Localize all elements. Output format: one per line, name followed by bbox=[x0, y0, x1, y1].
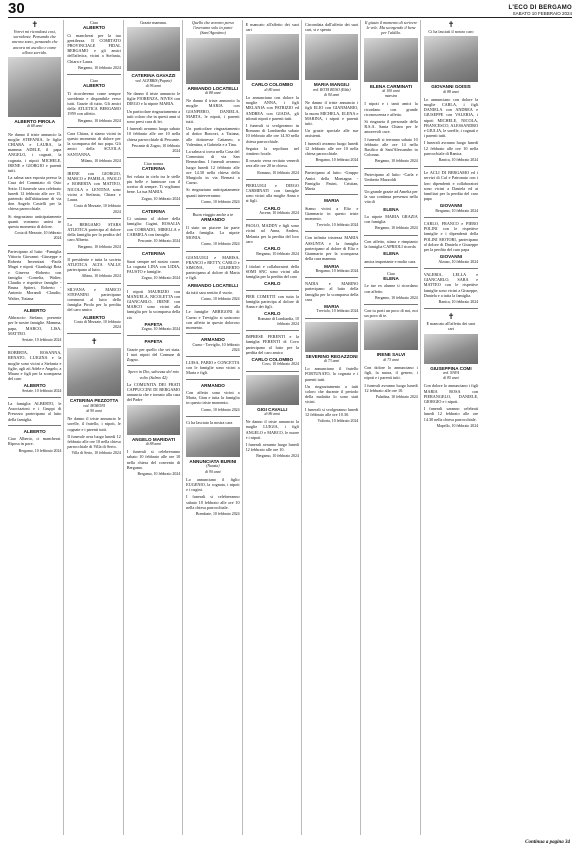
place-date: Brembate, 10 febbraio 2024 bbox=[195, 512, 240, 517]
notice-text: Con infinita tristezza MARIA ASSUNTA e la famiglia partecipano al dolore di Elio e Gianmario per la scomparsa della cara mamma bbox=[304, 235, 359, 262]
cross-icon: ✝ bbox=[447, 20, 455, 29]
notice-text: PIER COMETTI con tutta la famiglia partecipa al dolore di Anna e dei figli. bbox=[245, 293, 299, 310]
divider bbox=[246, 219, 299, 220]
divider bbox=[305, 318, 358, 319]
place-date: Covo, 10 febbraio 2024 bbox=[261, 362, 299, 367]
name-detail: ved. NAVA bbox=[442, 370, 460, 375]
notice-text: GIANLUIGI e MARISA, FRANCO e BETTY, CARLO e SIMONA, GILBERTO partecipano al dolore di Maria e figli. bbox=[186, 254, 240, 281]
deceased-name: CARLO bbox=[264, 205, 281, 211]
notice-text: I funerali avranno luogo lunedi 12 febbraio alle ore 10 nella parrocchiale di Ranica. bbox=[423, 140, 479, 156]
name-detail: di 90 anni bbox=[86, 408, 102, 413]
notice-text: I nipoti MAURIZIO con MANUELA, NICOLETTA con GIANCARLO, IRENE con MARCO sono vicini alla famiglia per la scomparsa della zia bbox=[126, 288, 181, 320]
notice-text: Ne danno il triste annuncio la moglie STEFANIA, le figlie CHIARA e LAURA, la mamma ADELE, il papa ANGELO, i cognati, la cognata, i nipoti MICHELE, IRENE e GIORGIO e parenti tutti. bbox=[8, 131, 62, 174]
deceased-name: CATERINA bbox=[141, 208, 166, 214]
divider bbox=[186, 356, 239, 357]
place-date: Bergamo, 10 febbraio 2024 bbox=[78, 118, 121, 123]
deceased-name: SEVERINO REGAZZONI bbox=[305, 353, 358, 359]
deceased-name: ARMANDO bbox=[200, 217, 225, 223]
notice-text: Siamo vicini a Elio e Gianmario in questo triste momento. bbox=[304, 205, 359, 222]
notice-text: Con affetto, stima e rimpianto la famiglia CAPRIOLI ricorda bbox=[364, 238, 418, 249]
place-date: Bergamo, 10 febbraio 2024 bbox=[315, 158, 359, 163]
portrait-photo bbox=[246, 34, 299, 80]
portrait-photo bbox=[305, 34, 358, 80]
notice-text: Il stato un piacere far parte della famiglia. La nipote MONIA. bbox=[186, 224, 240, 241]
obituary-columns bbox=[8, 20, 572, 835]
divider bbox=[67, 283, 120, 284]
deceased-name: MARIA bbox=[324, 263, 340, 269]
deceased-name: ARMANDO LOCATELLI bbox=[187, 85, 239, 91]
deceased-name: MARIA bbox=[324, 198, 340, 204]
deceased-name: GIGI CAVALLI bbox=[257, 406, 288, 412]
notice-text: Con tu porti un poco di noi, noi un poco di te. bbox=[364, 307, 418, 319]
divider bbox=[186, 208, 239, 209]
divider bbox=[127, 247, 180, 248]
notice-text: VALERIA, LELLA e GIANCARLO, SARA e MATTEO con le rispettive famiglie sono vicini a Giuseppe, Daniela e a tutta la famiglia. bbox=[423, 271, 479, 298]
place-date: Curno, 10 febbraio 2024 bbox=[201, 407, 240, 412]
divider bbox=[127, 335, 180, 336]
notice-text: Cara Chiara, ti siamo vicini in questo momento di dolore per la scomparsa del tuo papa. Gli amici della SCUOLA SANTANNA. bbox=[67, 130, 121, 157]
name-detail: maestra bbox=[384, 94, 398, 99]
deceased-name: MARIA MANGILI bbox=[313, 82, 350, 88]
place-date: Seriate, 10 febbraio 2024 bbox=[22, 388, 62, 393]
epigraph: Quello che avremo perso l'avevamo solo in parte (Sant'Agostino) bbox=[191, 20, 234, 36]
place-date: Ranica, 10 febbraio 2024 bbox=[438, 158, 479, 163]
place-date: Bergamo, 10 febbraio 2024 bbox=[78, 244, 121, 249]
divider bbox=[127, 205, 180, 206]
place-date: Costa di Mezzate, 10 febbraio 2024 bbox=[74, 204, 121, 214]
place-date: Costa di Mezzate, 10 febbraio 2024 bbox=[14, 231, 62, 241]
notice-text: I funerali avranno luogo lunedi 12 febbraio alle ore 10. bbox=[364, 382, 418, 393]
notice-text: Abbraccio Stefano, presente per le nostre famiglie. Mamma, papa, MARCO, LISA, MATTEO. bbox=[8, 315, 62, 336]
notice-text: Circondata dall'affetto dei suoi cari, si e spenta bbox=[304, 22, 359, 33]
place-date: Romano, 10 febbraio 2024 bbox=[257, 170, 299, 175]
notice-text: I funerali saranno celebrati lunedi 12 febbraio alle ore 14.30 nella chiesa parrocchiale. bbox=[423, 406, 479, 422]
deceased-name: ALBERTO PIROLA bbox=[14, 119, 56, 125]
divider bbox=[246, 290, 299, 291]
caption-line: Ciao bbox=[387, 270, 395, 276]
notice-text: La famiglia ALBERTO, le Associazioni e i Gruppi di Presezzo partecipano al lutto della famiglia. bbox=[8, 400, 62, 422]
cross-icon: ✝ bbox=[447, 312, 455, 322]
epigraph: Spero in Dio, salvezza del mio volto (Salmo 42) bbox=[128, 369, 179, 380]
divider bbox=[8, 425, 61, 426]
divider bbox=[364, 267, 417, 268]
divider bbox=[246, 330, 299, 331]
deceased-name: CARLO COLOMBO bbox=[251, 82, 294, 88]
caption-line: E mancato all'affetto dei suoi cari bbox=[426, 321, 476, 332]
divider bbox=[364, 304, 417, 305]
obituary-column-7 bbox=[364, 20, 420, 835]
notice-text: Lo annunciano con dolore la moglie ANNA, i figli MELANIA con PATRIZIO ed ANDREA con GIADA, gli adorati nipoti e parenti tutti. bbox=[245, 95, 299, 121]
portrait-photo bbox=[67, 348, 120, 396]
epigraph: Il giusto il momento di scrivere le vele. Ma scorgendo il bene per l'aldila. bbox=[364, 20, 418, 36]
notice-text: Si ringraziano anticipatamente quanti interverranno. bbox=[186, 187, 240, 198]
name-detail: di 85 anni bbox=[443, 376, 459, 381]
divider bbox=[424, 268, 478, 269]
notice-text: Con dolore lo annunciano i figli, la nuora, il genero, i nipoti e i parenti tutti. bbox=[364, 364, 418, 381]
place-date: Milano, 10 febbraio 2024 bbox=[81, 158, 121, 163]
name-detail: di 88 anni bbox=[145, 441, 162, 446]
place-date: Romano di Lombardia, 10 febbraio 2024 bbox=[257, 316, 299, 326]
notice-text: Ne danno il triste annuncio le figlie FIORENZA, NIVES con DIEGO e la nipote MARIA. bbox=[126, 91, 181, 107]
notice-text: Sarai sempre nel nostro cuore. La cognata LINA con LIDIA, FAUSTO e famiglie. bbox=[126, 258, 181, 275]
notice-text: Partecipano al lutto: -Famiglia Vittorio Giovanni -Giuseppe e Roberta Invernizzi -Paola Magri e nipoti -Gianluigi Rota e Ginevra -Roberto con famiglia -Cornelia, Walter, Claudio e rispettive famiglie -Bruna Spiteri, Roberto -Antonio Morandi -Claudio, Walter, Tiziana bbox=[8, 248, 62, 301]
divider bbox=[67, 333, 120, 334]
deceased-name: ARMANDO bbox=[200, 382, 225, 388]
place-date: Ranica, 10 febbraio 2024 bbox=[438, 299, 479, 304]
place-date: Bergamo, 10 febbraio 2024 bbox=[256, 454, 299, 459]
notice-text: ROBERTA, ROSANNA, RENATO, LUIGINA e la moglie sono vicini a Stefania e figlie, agli zii Adele e Angelo, a Mauro e figli per la scomparsa del caro bbox=[8, 350, 62, 382]
notice-text: Il presidente e tutta la societa ATLETICA ALTA VALLE partecipano al lutto. bbox=[67, 256, 121, 273]
notice-text: Ne danno il triste annuncio la moglie LUIGIA, i figli ANGELO e MARCO, le nuore e i nipoti. bbox=[245, 419, 299, 440]
name-detail: ved. ACERBIS (Papeta) bbox=[135, 78, 172, 83]
place-date: Treviolo, 10 febbraio 2024 bbox=[316, 309, 359, 314]
notice-text: Lo annunciano il figlio EUGENIO, la cognata, i nipoti e i cugini. bbox=[186, 476, 240, 493]
deceased-name: ALBERTO bbox=[23, 307, 46, 313]
notice-text: Il funerale avra luogo lunedi 12 febbraio alle ore 10 nella chiesa parrocchiale di Villa di Serio. bbox=[67, 433, 121, 450]
name-detail: di 100 anni bbox=[382, 89, 400, 94]
deceased-name: ELENA bbox=[383, 206, 399, 212]
deceased-name: CARLO bbox=[264, 246, 281, 252]
name-detail: di 88 anni bbox=[205, 91, 221, 96]
divider bbox=[364, 185, 417, 186]
caption-line: Ci ha lasciati il nostro caro bbox=[428, 29, 474, 34]
divider bbox=[8, 397, 61, 398]
deceased-name: CATERINA bbox=[141, 166, 166, 172]
deceased-name: CARLO COLOMBO bbox=[251, 356, 294, 362]
obituary-column-5 bbox=[246, 20, 302, 835]
divider bbox=[424, 308, 478, 309]
deceased-name: ALBERTO bbox=[83, 83, 106, 89]
notice-text: Ne danno il triste annuncio i figli ELIO con GIANMARIO, la nuora MICHELA, ELENA e MARINA, i nipoti e parenti tutti. bbox=[304, 100, 359, 127]
notice-text: Ci ha lasciato la nostra cara bbox=[186, 419, 233, 425]
notice-text: NADIA e MARINO partecipano al lutto della famiglia per la scomparsa della cara bbox=[304, 281, 359, 302]
name-detail: di 86 anni bbox=[264, 411, 280, 416]
divider bbox=[305, 166, 358, 167]
masthead bbox=[508, 5, 572, 16]
deceased-name: CATERINA bbox=[141, 251, 166, 257]
notice-text: IRENE con GIORGIO, MARCO e PAMELA, PAOLO e ROBERTA con MATTEO, NICOLA e LENTINA sono vicini a Stefania, Chiara e Laura. bbox=[67, 171, 121, 203]
notice-text: Ti ricorderemo come sempre sorridente e disponibile verso tutti. Grazie di tutto. Gli amici della ATLETICA BERGAMO 1959 con affetto. bbox=[67, 90, 121, 117]
notice-text: I funerali si celebreranno sabato 10 febbraio alle ore 10 nella chiesa parrocchiale. bbox=[186, 494, 240, 510]
deceased-name: CATERINA GAVAZZI bbox=[131, 73, 176, 79]
name-detail: di 73 anni bbox=[323, 358, 340, 363]
place-date: Curno, 10 febbraio 2024 bbox=[201, 242, 240, 247]
notice-text: PIERLUIGI e DIEGO CARMINATI con famiglie sono vicini alla moglie Anna e ai figli. bbox=[245, 182, 299, 204]
notice-text: Sei volata in cielo tra le stelle piu belle e luminose con il sorriso di sempre. Ti vogliamo bene. La tua MARIA. bbox=[126, 173, 181, 195]
place-date: Zogno, 10 febbraio 2024 bbox=[141, 276, 181, 281]
place-date: Curno - Treviglio, 10 febbraio 2024 bbox=[192, 342, 240, 352]
divider bbox=[305, 277, 358, 278]
place-date: Zogno, 10 febbraio 2024 bbox=[141, 327, 181, 332]
deceased-name: ALBERTO bbox=[23, 383, 46, 389]
divider bbox=[67, 127, 120, 128]
deceased-name: ELENA CARMINATI bbox=[369, 83, 413, 89]
portrait-photo bbox=[424, 334, 478, 364]
notice-text: PAOLO, MADDY e figli sono vicini ad Anna, Andrea, Melania per la perdita del loro caro bbox=[245, 223, 299, 244]
caption-line: Ciao bbox=[90, 78, 99, 84]
caption-line: Ciao nonna bbox=[143, 161, 164, 167]
notice-text: CARLO, FRANCO e PIERO POLINI con le rispettive famiglie e i dipendenti della POLINI MOTORI, partecipano al dolore di Daniela e Giuseppe per la perdita del caro papa bbox=[423, 221, 479, 253]
notice-text: IMPRESE FERENTI e la famiglia FERENTI di Covo partecipano al lutto per la perdita del caro amico bbox=[245, 334, 299, 355]
place-date: Bergamo, 10 febbraio 2024 bbox=[18, 448, 62, 453]
divider bbox=[424, 166, 478, 167]
notice-text: LUISA, FABIO e CONCETTA con le famiglie sono vicini a Maria e figli. bbox=[186, 359, 240, 376]
portrait-photo bbox=[364, 38, 417, 82]
notice-text: I funerali si svolgeranno lunedi 12 febbraio alle ore 10.30. bbox=[304, 406, 359, 417]
notice-text: SILVANA e MARCO STEFANINI partecipano commossi al lutto della famiglia Pirola per la perdita del caro amico bbox=[67, 286, 121, 313]
notice-text: Si ringraziano anticipatamente quanti vorranno unirsi in questo momento di dolore. bbox=[8, 213, 62, 230]
notice-text: La salma sara esposta presso la Casa del Commiato di Osio Sotto. Il funerale sara celebrato lunedi 12 febbraio alle ore 15, partendo dall'abitazione di via don Angelo Castelli per la chiesa parrocchiale. bbox=[8, 175, 62, 212]
obituary-column-8 bbox=[424, 20, 480, 835]
place-date: Arcene, 10 febbraio 2024 bbox=[259, 211, 299, 216]
place-date: Curno, 10 febbraio 2024 bbox=[201, 297, 240, 302]
divider bbox=[186, 251, 239, 252]
notice-text: I nipoti e i tanti amici la ricordano con grande riconoscenza e affetto. bbox=[364, 101, 418, 117]
divider bbox=[186, 416, 239, 417]
notice-text: La BERGAMO STARS ATLETICA partecipa al dolore della famiglia per la perdita del caro Alberto. bbox=[67, 221, 121, 243]
name-detail: di 96 anni bbox=[145, 83, 162, 88]
name-detail: ved. ROTA BUSO (Elda) bbox=[312, 87, 351, 92]
notice-text: Con dolore lo annunciano i figli MARIA ROSA con PIERANGELO, DANIELE, GIORGIO e i nipoti. bbox=[423, 383, 479, 404]
deceased-name: IRENE SALVI bbox=[376, 352, 406, 358]
cross-icon: ✝ bbox=[90, 337, 98, 347]
publication-date: SABATO 10 FEBBRAIO 2024 bbox=[512, 11, 572, 16]
notice-text: Partecipano al lutto: -Gruppo Amici della Montagna -Famiglia Pasini, Cristian, Marta bbox=[304, 170, 359, 192]
notice-text: Grazie per quello che sei stata. I tuoi nipoti del Comune di Zogno. bbox=[126, 346, 181, 363]
notice-text: Si ringrazia il personale della R.S.A. Santa Chiara per le amorevoli cure. bbox=[364, 119, 418, 135]
divider bbox=[246, 179, 299, 180]
notice-text: E mancato all'affetto dei suoi cari bbox=[245, 22, 299, 33]
notice-text: Un particolare ringraziamento al dottor Boncori, a Tiziana, alle dottoresse Cattaneo, a Valentina, a Gabriela e a Tina. bbox=[186, 126, 240, 147]
portrait-photo bbox=[246, 375, 299, 405]
place-date: Pescante, 10 febbraio 2024 bbox=[138, 239, 181, 244]
obituary-column-1 bbox=[8, 20, 64, 835]
deceased-name: ANGELO MARIDATI bbox=[131, 436, 175, 442]
divider bbox=[186, 333, 239, 334]
place-date: Bergamo, 10 febbraio 2024 bbox=[375, 295, 418, 300]
place-date: Pescante di Zogno, 10 febbraio 2024 bbox=[131, 143, 181, 154]
divider bbox=[246, 371, 299, 372]
notice-text: I funerali si terranno sabato 10 febbraio alle ore 14 nella Basilica di Sant'Alessandro in Colonna. bbox=[364, 136, 418, 158]
notice-text: Ci uniamo al dolore della famiglia: Cugini, ROSALIA con CORRADO, MIRELLA e CARMELA con famiglie. bbox=[126, 216, 181, 237]
deceased-name: GIOVANNI GOISIS bbox=[431, 84, 471, 90]
cross-icon: ✝ bbox=[31, 20, 39, 29]
notice-text: Seguira la sepoltura nel cimitero locale. bbox=[245, 145, 299, 157]
deceased-name: ELENA bbox=[383, 275, 399, 281]
notice-text: Partecipano al lutto: -Carla e Umberto Mazzoldi bbox=[364, 171, 418, 182]
deceased-name: GIOVANNI bbox=[439, 203, 463, 209]
deceased-name: ANNUNCIATA BURINI bbox=[189, 458, 237, 464]
portrait-photo bbox=[305, 322, 358, 352]
divider bbox=[8, 304, 61, 305]
notice-text: La COMUNITA DEI FRATI CAPPUCCINI DI BERGAMO annuncia che e tornato alla casa del Padre bbox=[126, 381, 181, 403]
notice-text: Lo annunciano il fratello FORTUNATO, la cognata e i parenti tutti. bbox=[304, 366, 359, 382]
place-date: Bergamo, 10 febbraio 2024 bbox=[256, 251, 299, 256]
divider bbox=[67, 253, 120, 254]
deceased-name: ALBERTO bbox=[23, 428, 46, 434]
place-date: Costa di Mezzate, 10 febbraio 2024 bbox=[74, 319, 121, 330]
name-detail: (Nunzia) bbox=[206, 464, 220, 469]
place-date: Villa di Serio, 10 febbraio 2024 bbox=[71, 451, 121, 456]
page-number: 30 bbox=[8, 0, 25, 17]
notice-text: Un particolare ringraziamento a tutti coloro che in questi anni si sono presi cura di lei. bbox=[126, 108, 181, 125]
notice-text: amica importante e molto cara. bbox=[364, 258, 417, 264]
place-date: Bergamo, 10 febbraio 2024 bbox=[137, 472, 181, 476]
caption-line: Buon viaggio anche a te bbox=[192, 212, 234, 218]
caption-line: Grazie mamma. bbox=[140, 20, 167, 25]
name-detail: di 94 anni bbox=[323, 93, 340, 98]
notice-text: I titolari e collaboratori della SOMI SNC sono vicini alla famiglia per la perdita del caro bbox=[245, 263, 299, 280]
continued-note: Continua a pagina 34 bbox=[525, 840, 570, 845]
notice-text: Ci mancherai per la tua gentilezza. Il COMITATO PROVINCIALE FIDAL BERGAMO e gli amici dell'atletica, vicini a Stefania, Chiara e Laura. bbox=[67, 32, 121, 64]
place-date: Bergamo, 10 febbraio 2024 bbox=[435, 208, 479, 213]
divider bbox=[305, 231, 358, 232]
notice-text: Il rosario verra recitato venerdi sera alle ore 20 in chiesa. bbox=[245, 158, 299, 169]
obituary-column-2 bbox=[67, 20, 123, 835]
place-date: Curno, 10 febbraio 2024 bbox=[201, 199, 240, 204]
deceased-name: CATERINA PEZZOTTA bbox=[69, 398, 119, 404]
portrait-photo bbox=[186, 427, 239, 457]
notice-text: Ne danno il triste annuncio la moglie MARIA con GIANPIERO, DANIELA, MARTA, le nipoti, i parenti tutti. bbox=[186, 98, 240, 125]
place-date: Bergamo, 10 febbraio 2024 bbox=[375, 159, 418, 164]
notice-text: I funerali avranno luogo sabato 10 febbraio alle ore 10 nella chiesa parrocchiale di Pescante. bbox=[126, 126, 181, 142]
name-detail: di 90 anni bbox=[205, 469, 221, 474]
notice-text: Un grande grazie ad Amelia per la sua continua presenza nella vita di bbox=[364, 189, 418, 205]
divider bbox=[127, 157, 180, 158]
divider bbox=[8, 346, 61, 347]
notice-text: Ne danno il triste annuncio le sorelle, il fratello, i nipoti, le cognate e i parenti tutti. bbox=[67, 416, 121, 432]
deceased-name: CARLO bbox=[264, 311, 281, 317]
deceased-name: GIOVANNI bbox=[439, 254, 463, 260]
obituary-column-3 bbox=[127, 20, 183, 835]
portrait-photo bbox=[186, 38, 239, 84]
divider bbox=[67, 74, 120, 75]
place-date: Seriate, 10 febbraio 2024 bbox=[22, 337, 62, 342]
notice-text: Le tue ex alunne ti ricordano con affetto. bbox=[364, 283, 418, 294]
divider bbox=[127, 285, 180, 286]
place-date: Alzano, 10 febbraio 2024 bbox=[438, 259, 479, 264]
deceased-name: PAPETA bbox=[144, 321, 163, 327]
notice-text: Le ACLI DI BERGAMO ed i servizi di Caf e Patronato con i loro dipendenti e collaboratori sono vicini a Daniela ed ai familiari per la perdita del caro papa bbox=[423, 170, 479, 202]
portrait-photo bbox=[8, 57, 61, 117]
notice-text: da tutti sara sentito il vuoto. bbox=[186, 289, 233, 295]
divider bbox=[364, 235, 417, 236]
notice-text: I funerali avranno luogo lunedi 12 febbraio alle ore 10 nella chiesa parrocchiale. bbox=[304, 140, 359, 157]
notice-text: Un grazie speciale alle sue assistenti. bbox=[304, 128, 359, 139]
place-date: Bergamo, 10 febbraio 2024 bbox=[78, 65, 121, 70]
deceased-name: PAPETA bbox=[144, 339, 163, 345]
deceased-name: CARLO bbox=[264, 281, 281, 287]
divider bbox=[8, 245, 61, 246]
divider bbox=[67, 167, 120, 168]
notice-text: I funerali si celebreranno sabato 10 febbraio alle ore 10 nella chiesa del convento di Bergamo. bbox=[126, 449, 181, 470]
caption-line: Ciao bbox=[90, 20, 99, 25]
portrait-photo bbox=[127, 405, 180, 435]
place-date: Albino, 10 febbraio 2024 bbox=[81, 274, 121, 279]
divider bbox=[67, 218, 120, 219]
place-date: Bergamo, 10 febbraio 2024 bbox=[375, 226, 418, 231]
place-date: Paladina, 10 febbraio 2024 bbox=[375, 394, 418, 399]
notice-text: Lo annunciano con dolore la moglie CARLA, i figli DANIELA con ANDREA e GIUSEPPE con VALERIA, i nipoti MICHELE, NICOLA, FRANCESCO, ALESSANDRO e GIULIA, le sorelle, i cognati e i parenti tutti. bbox=[423, 96, 479, 139]
notice-text: I funerali avranno luogo lunedi 12 febbraio alle ore 10. bbox=[245, 441, 299, 453]
deceased-name: ALBERTO bbox=[83, 314, 106, 320]
portrait-photo bbox=[424, 36, 478, 82]
place-date: Mapello, 10 febbraio 2024 bbox=[436, 423, 479, 428]
place-date: Treviolo, 10 febbraio 2024 bbox=[316, 223, 359, 228]
obituary-column-6 bbox=[305, 20, 361, 835]
page-header bbox=[8, 0, 572, 18]
divider bbox=[364, 168, 417, 169]
divider bbox=[305, 194, 358, 195]
name-detail: di 88 anni bbox=[443, 89, 459, 94]
divider bbox=[186, 379, 239, 380]
deceased-name: ARMANDO bbox=[200, 337, 225, 343]
divider bbox=[246, 260, 299, 261]
divider bbox=[424, 217, 478, 218]
notice-text: I funerali si svolgeranno in Romano di Lombardia sabato 10 febbraio alle ore 14.30 nella chiesa parrocchiale. bbox=[245, 123, 299, 144]
notice-text: Le famiglie ARRIGONI di Curno e Treviglio si uniscono con affetto in questo doloroso momento. bbox=[186, 309, 240, 330]
name-detail: di 80 anni bbox=[264, 87, 280, 92]
deceased-name: MARIA bbox=[324, 303, 340, 309]
deceased-name: ALBERTO bbox=[83, 25, 106, 31]
divider bbox=[127, 365, 180, 366]
deceased-name: ELENA bbox=[383, 251, 399, 257]
deceased-name: ARMANDO LOCATELLI bbox=[187, 282, 239, 288]
publication-name: L'ECO DI BERGAMO bbox=[508, 5, 572, 11]
obituary-column-4 bbox=[186, 20, 242, 835]
notice-text: La salma si trova nella Casa del Commiato di via San Bernardino. I funerali avranno luogo lunedi 12 febbraio alle ore 14.30 nella chiesa della Murgiola in via Bernasi a Curno. bbox=[186, 149, 240, 186]
portrait-photo bbox=[127, 27, 180, 71]
epigraph: Vorrei mi ricordassi cosi, sorridente. Pensando che ancora sono, pensando che ancora mi ascolto e come allora sorrido. bbox=[11, 29, 58, 55]
notice-text: Con affetto sono vicini a Maria, Gian e tutta la famiglia in questo triste momento. bbox=[186, 389, 240, 406]
place-date: Valtorta, 10 febbraio 2024 bbox=[317, 418, 359, 423]
divider bbox=[186, 305, 239, 306]
name-detail: di 68 anni bbox=[26, 124, 43, 129]
place-date: Bergamo, 10 febbraio 2024 bbox=[315, 268, 359, 273]
place-date: Zogno, 10 febbraio 2024 bbox=[141, 196, 181, 201]
notice-text: Un ringraziamento a tutti coloro che durante il periodo della malattia lo sono stati vicini. bbox=[304, 383, 359, 405]
notice-text: Ciao Alberto, ci mancherai. Riposa in pace. bbox=[8, 436, 62, 447]
notice-text: La nipote MARIA GRAZIA con famiglia. bbox=[364, 214, 418, 225]
name-detail: di 73 anni bbox=[383, 357, 399, 362]
deceased-name: GIUSEPPINA COMI bbox=[430, 365, 472, 371]
name-detail: ved. MORONI bbox=[83, 403, 106, 408]
portrait-photo bbox=[364, 320, 417, 350]
